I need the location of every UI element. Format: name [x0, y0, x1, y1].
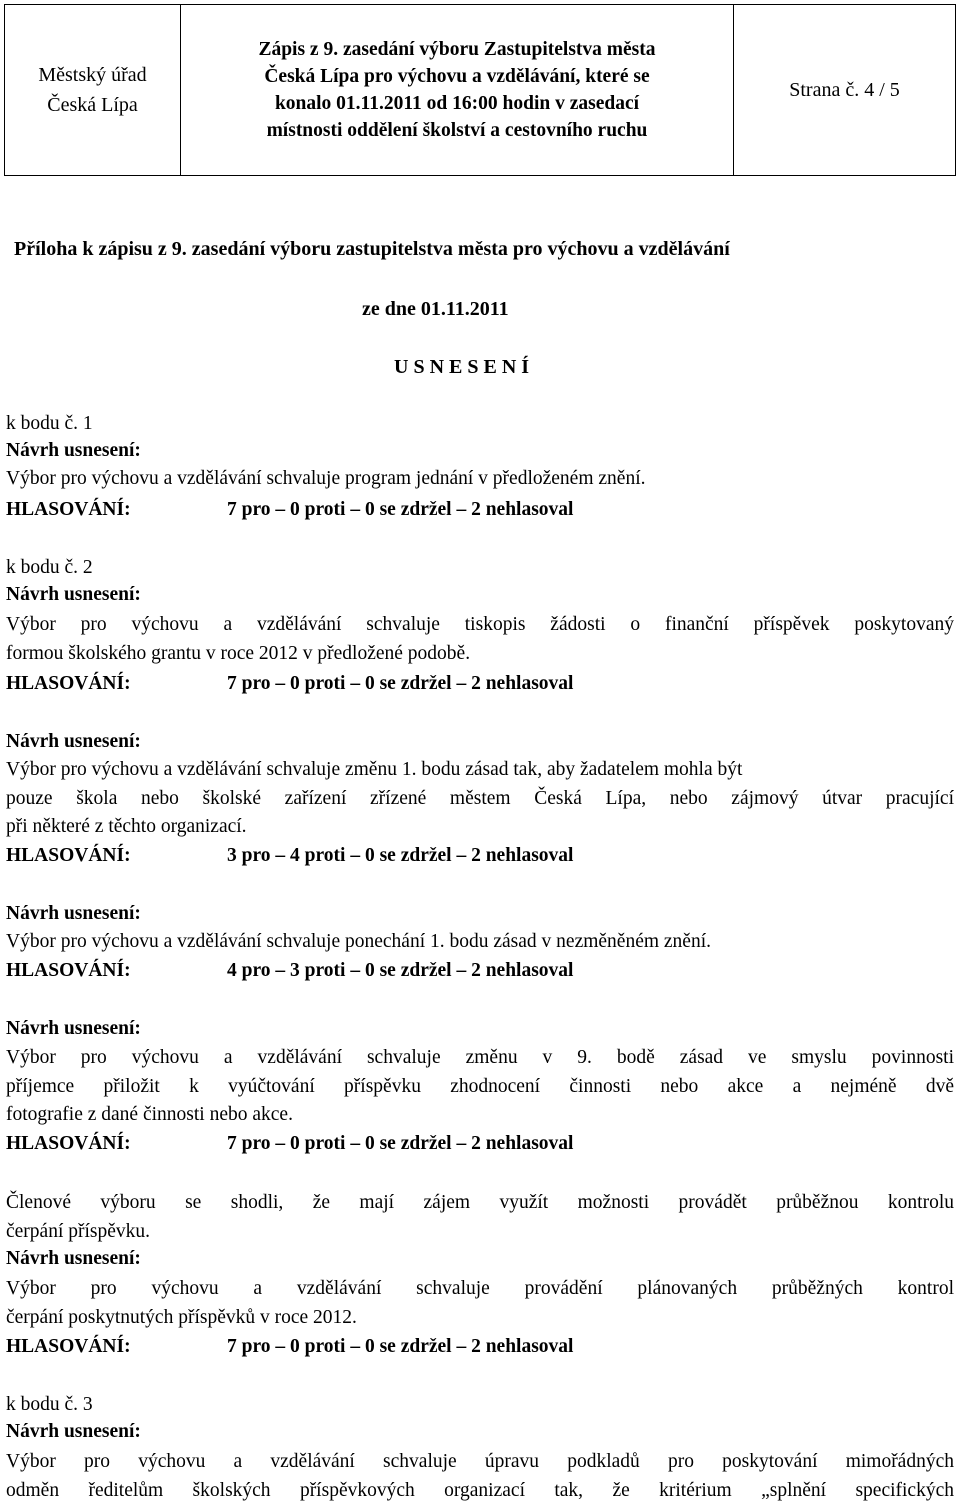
vote-result: 7 pro – 0 proti – 0 se zdržel – 2 nehlasoval	[227, 673, 574, 694]
proposal-label: Návrh usnesení:	[6, 584, 141, 605]
annex-title: Příloha k zápisu z 9. zasedání výboru zastupitelstva města pro výchovu a vzdělávání	[14, 238, 730, 260]
proposal-text: pouze škola nebo školské zařízení zřízené městem Česká Lípa, nebo zájmový útvar pracující	[6, 788, 954, 809]
proposal-label: Návrh usnesení:	[6, 903, 141, 924]
page-number: Strana č. 4 / 5	[789, 78, 900, 101]
proposal-label: Návrh usnesení:	[6, 731, 141, 752]
vote-line	[6, 671, 954, 697]
office-cell	[5, 5, 181, 175]
vote-label: HLASOVÁNÍ:	[6, 499, 131, 520]
resolution-heading: U S N E S E N Í	[394, 356, 530, 378]
date-line: ze dne 01.11.2011	[362, 298, 509, 320]
proposal-label: Návrh usnesení:	[6, 1248, 141, 1269]
proposal-text: odměn ředitelům školských příspěvkových organizací tak, že kritérium „splnění specifických	[6, 1480, 954, 1501]
header-title-line: místnosti oddělení školství a cestovního ruchu	[266, 120, 648, 141]
proposal-text: fotografie z dané činnosti nebo akce.	[6, 1104, 293, 1125]
vote-line	[6, 958, 954, 984]
header-title-line: konalo 01.11.2011 od 16:00 hodin v zasedací	[274, 93, 640, 114]
vote-result: 7 pro – 0 proti – 0 se zdržel – 2 nehlasoval	[227, 1133, 574, 1154]
office-name: Městský úřad	[38, 64, 147, 86]
proposal-label: Návrh usnesení:	[6, 1421, 141, 1442]
vote-line	[6, 497, 954, 523]
vote-label: HLASOVÁNÍ:	[6, 845, 131, 866]
proposal-text: Výbor pro výchovu a vzdělávání schvaluje změnu 1. bodu zásad tak, aby žadatelem mohla být	[6, 759, 743, 780]
vote-result: 4 pro – 3 proti – 0 se zdržel – 2 nehlasoval	[227, 960, 574, 981]
proposal-text: čerpání poskytnutých příspěvků v roce 2012.	[6, 1307, 357, 1328]
header-table	[4, 4, 956, 176]
vote-result: 7 pro – 0 proti – 0 se zdržel – 2 nehlasoval	[227, 499, 574, 520]
vote-line	[6, 843, 954, 869]
note-text: čerpání příspěvku.	[6, 1221, 151, 1242]
header-title-line: Zápis z 9. zasedání výboru Zastupitelstva města	[258, 39, 656, 60]
item-heading: k bodu č. 2	[6, 557, 93, 578]
item-heading: k bodu č. 1	[6, 413, 93, 434]
proposal-text: Výbor pro výchovu a vzdělávání schvaluje úpravu podkladů pro poskytování mimořádných	[6, 1451, 954, 1472]
proposal-text: Výbor pro výchovu a vzdělávání schvaluje změnu v 9. bodě zásad ve smyslu povinnosti	[6, 1047, 954, 1068]
office-city: Česká Lípa	[47, 94, 138, 116]
proposal-text: formou školského grantu v roce 2012 v předložené podobě.	[6, 643, 471, 664]
proposal-text: Výbor pro výchovu a vzdělávání schvaluje tiskopis žádosti o finanční příspěvek poskytovaný	[6, 614, 954, 635]
item-heading: k bodu č. 3	[6, 1394, 93, 1415]
proposal-text: příjemce přiložit k vyúčtování příspěvku zhodnocení činnosti nebo akce a nejméně dvě	[6, 1076, 954, 1097]
title-cell	[181, 5, 734, 175]
vote-result: 7 pro – 0 proti – 0 se zdržel – 2 nehlasoval	[227, 1336, 574, 1357]
vote-result: 3 pro – 4 proti – 0 se zdržel – 2 nehlasoval	[227, 845, 574, 866]
proposal-label: Návrh usnesení:	[6, 440, 141, 461]
page-number-cell	[734, 5, 955, 175]
vote-label: HLASOVÁNÍ:	[6, 1133, 131, 1154]
vote-line	[6, 1334, 954, 1360]
proposal-text: Výbor pro výchovu a vzdělávání schvaluje program jednání v předloženém znění.	[6, 468, 646, 489]
vote-label: HLASOVÁNÍ:	[6, 673, 131, 694]
proposal-text: Výbor pro výchovu a vzdělávání schvaluje ponechání 1. bodu zásad v nezměněném znění.	[6, 931, 711, 952]
header-title-line: Česká Lípa pro výchovu a vzdělávání, které se	[264, 66, 650, 87]
note-text: Členové výboru se shodli, že mají zájem využít možnosti provádět průběžnou kontrolu	[6, 1192, 954, 1213]
vote-label: HLASOVÁNÍ:	[6, 960, 131, 981]
vote-line	[6, 1131, 954, 1157]
proposal-text: Výbor pro výchovu a vzdělávání schvaluje provádění plánovaných průběžných kontrol	[6, 1278, 954, 1299]
proposal-label: Návrh usnesení:	[6, 1018, 141, 1039]
vote-label: HLASOVÁNÍ:	[6, 1336, 131, 1357]
proposal-text: při některé z těchto organizací.	[6, 816, 247, 837]
